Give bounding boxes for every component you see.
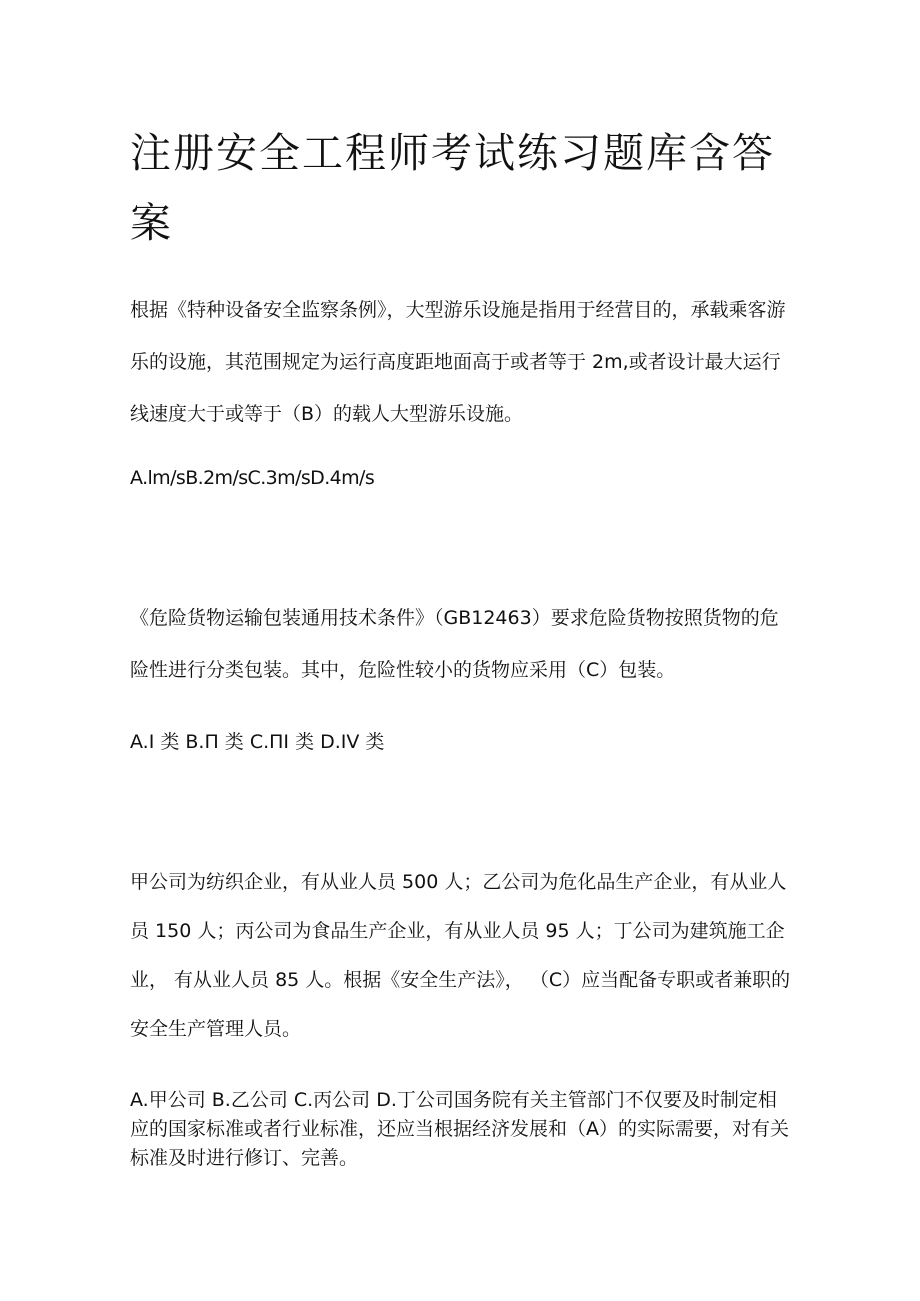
question-3-stem: 甲公司为纺织企业，有从业人员 500 人；乙公司为危化品生产企业，有从业人员 150 人；丙公司为食品生产企业，有从业人员 95 人；丁公司为建筑施工企业， 有从业人员 85 人。根据《安全生产法》， （C）应当配备专职或者兼职的安全生产管理人员。 xyxy=(130,871,791,1040)
question-1-stem: 根据《特种设备安全监察条例》，大型游乐设施是指用于经营目的，承载乘客游乐的设施，其范围规定为运行高度距地面高于或者等于 2m,或者设计最大运行线速度大于或等于（B）的载人大型游乐设施。 xyxy=(130,299,786,425)
question-2-options: A.I 类 B.Π 类 C.ΠI 类 D.IV 类 xyxy=(130,731,385,753)
question-1-options: A.lm∕sB.2m∕sC.3m∕sD.4m∕s xyxy=(130,467,375,489)
question-3-options: A.甲公司 B.乙公司 C.丙公司 D.丁公司国务院有关主管部门不仅要及时制定相应的国家标准或者行业标准，还应当根据经济发展和（A）的实际需要，对有关标准及时进行修订、完善。 xyxy=(130,1089,789,1169)
question-2-stem: 《危险货物运输包装通用技术条件》（GB12463）要求危险货物按照货物的危险性进行分类包装。其中，危险性较小的货物应采用（C）包装。 xyxy=(130,607,779,681)
document-title: 注册安全工程师考试练习题库含答案 xyxy=(130,129,775,247)
